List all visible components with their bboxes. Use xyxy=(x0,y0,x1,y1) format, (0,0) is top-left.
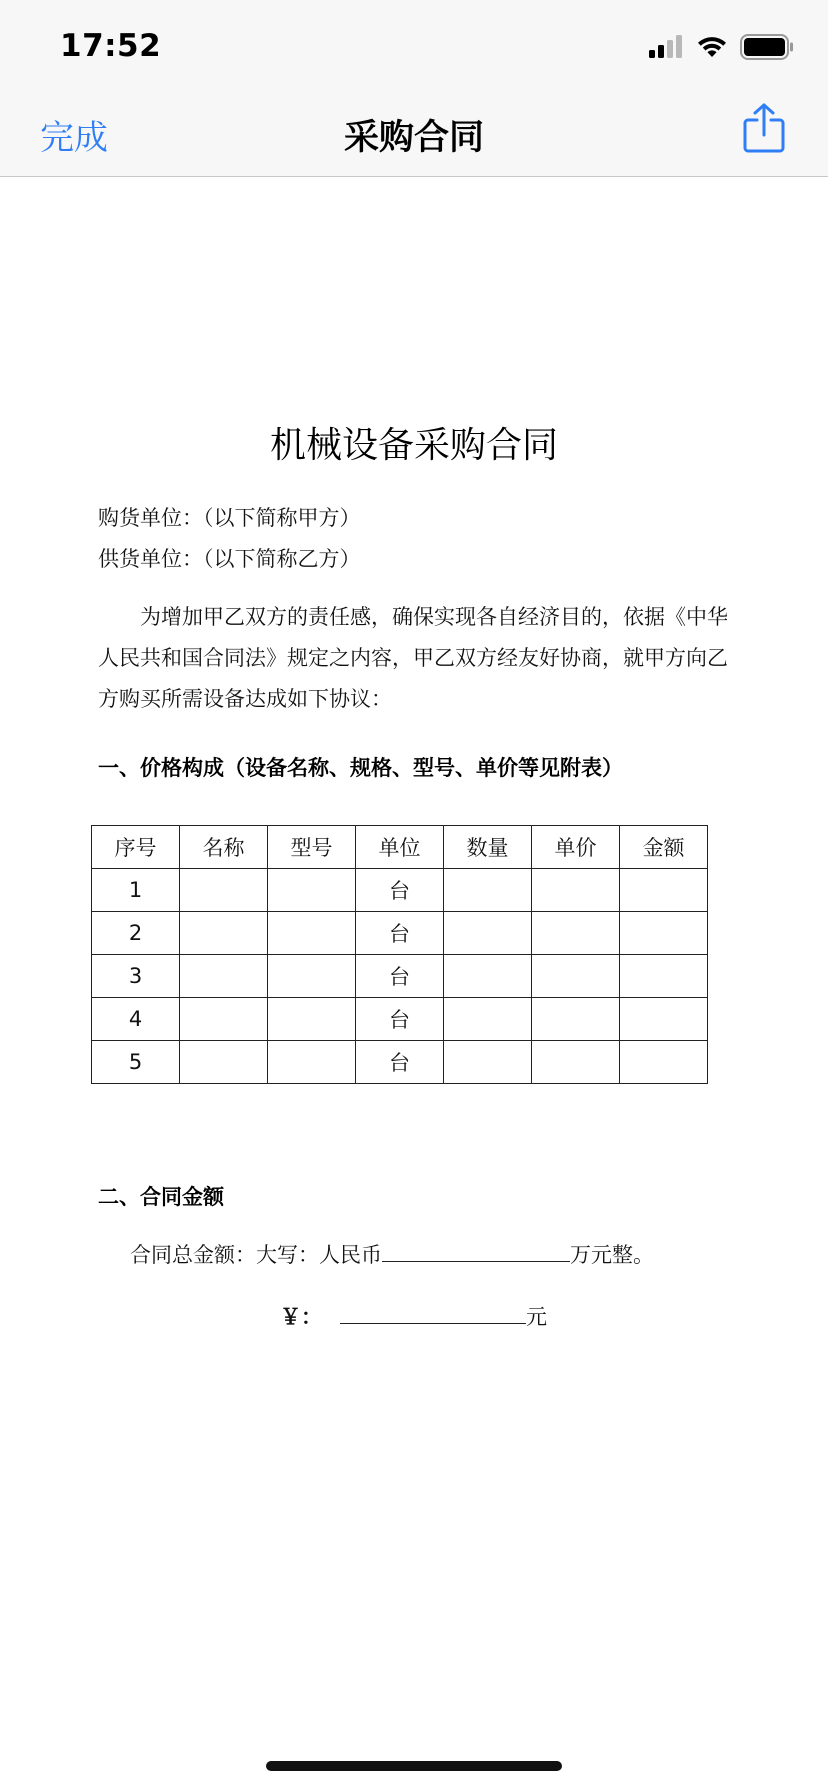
column-header: 型号 xyxy=(268,826,356,869)
table-header-row xyxy=(92,826,708,869)
table-cell xyxy=(620,912,708,955)
table-cell xyxy=(620,1041,708,1084)
table-row xyxy=(92,1041,708,1084)
table-cell xyxy=(268,912,356,955)
table-cell xyxy=(620,955,708,998)
table-cell: 台 xyxy=(356,869,444,912)
table-cell xyxy=(180,912,268,955)
section-heading-amount: 二、合同金额 xyxy=(98,1185,224,1209)
table-cell xyxy=(180,955,268,998)
column-header: 序号 xyxy=(92,826,180,869)
equipment-table xyxy=(91,825,708,1084)
total-amount-line xyxy=(130,1239,654,1269)
status-time: 17:52 xyxy=(60,28,162,64)
intro-line: 方购买所需设备达成如下协议： xyxy=(98,687,392,711)
status-bar xyxy=(0,0,828,96)
section-heading-price: 一、价格构成（设备名称、规格、型号、单价等见附表） xyxy=(98,756,623,780)
table-cell xyxy=(444,998,532,1041)
table-cell xyxy=(180,1041,268,1084)
wifi-icon xyxy=(696,35,728,63)
column-header: 数量 xyxy=(444,826,532,869)
yen-prefix: ￥： xyxy=(280,1305,322,1329)
table-cell: 4 xyxy=(92,998,180,1041)
column-header: 单价 xyxy=(532,826,620,869)
table-cell xyxy=(532,998,620,1041)
amount-blank xyxy=(382,1239,570,1262)
column-header: 金额 xyxy=(620,826,708,869)
table-cell xyxy=(268,998,356,1041)
supplier-line: 供货单位：（以下简称乙方） xyxy=(98,547,361,571)
table-cell xyxy=(444,1041,532,1084)
yen-suffix: 元 xyxy=(526,1305,547,1329)
document-title: 机械设备采购合同 xyxy=(269,425,558,466)
table-cell xyxy=(268,955,356,998)
buyer-line: 购货单位：（以下简称甲方） xyxy=(98,506,361,530)
share-icon xyxy=(742,139,786,158)
table-cell xyxy=(532,1041,620,1084)
intro-line: 为增加甲乙双方的责任感，确保实现各自经济目的，依据《中华 xyxy=(140,605,728,629)
table-cell xyxy=(532,869,620,912)
page-title: 采购合同 xyxy=(343,118,484,158)
yen-amount-line xyxy=(280,1301,547,1331)
battery-icon xyxy=(740,34,794,64)
intro-paragraph xyxy=(98,597,738,720)
column-header: 单位 xyxy=(356,826,444,869)
table-cell: 台 xyxy=(356,998,444,1041)
table-cell: 3 xyxy=(92,955,180,998)
table-cell xyxy=(444,955,532,998)
table-row xyxy=(92,955,708,998)
table-cell: 1 xyxy=(92,869,180,912)
table-cell: 5 xyxy=(92,1041,180,1084)
amount-suffix: 万元整。 xyxy=(570,1243,654,1267)
yen-blank xyxy=(340,1301,526,1324)
home-indicator[interactable] xyxy=(266,1761,562,1771)
column-header: 名称 xyxy=(180,826,268,869)
table-cell xyxy=(268,869,356,912)
table-cell: 台 xyxy=(356,955,444,998)
share-button[interactable] xyxy=(742,102,786,154)
table-cell xyxy=(180,998,268,1041)
table-cell: 2 xyxy=(92,912,180,955)
table-cell xyxy=(532,912,620,955)
table-cell xyxy=(444,912,532,955)
navigation-bar xyxy=(0,96,828,177)
status-icons xyxy=(648,34,794,64)
table-cell xyxy=(620,998,708,1041)
table-row xyxy=(92,912,708,955)
cellular-signal-icon xyxy=(648,35,684,63)
table-cell: 台 xyxy=(356,1041,444,1084)
table-cell xyxy=(444,869,532,912)
amount-prefix: 合同总金额：大写：人民币 xyxy=(130,1243,382,1267)
done-button[interactable]: 完成 xyxy=(40,118,108,158)
intro-line: 人民共和国合同法》规定之内容，甲乙双方经友好协商，就甲方向乙 xyxy=(98,646,728,670)
table-row xyxy=(92,869,708,912)
document-view[interactable] xyxy=(0,177,828,1792)
table-cell xyxy=(532,955,620,998)
table-cell: 台 xyxy=(356,912,444,955)
table-row xyxy=(92,998,708,1041)
table-cell xyxy=(268,1041,356,1084)
table-cell xyxy=(180,869,268,912)
table-cell xyxy=(620,869,708,912)
